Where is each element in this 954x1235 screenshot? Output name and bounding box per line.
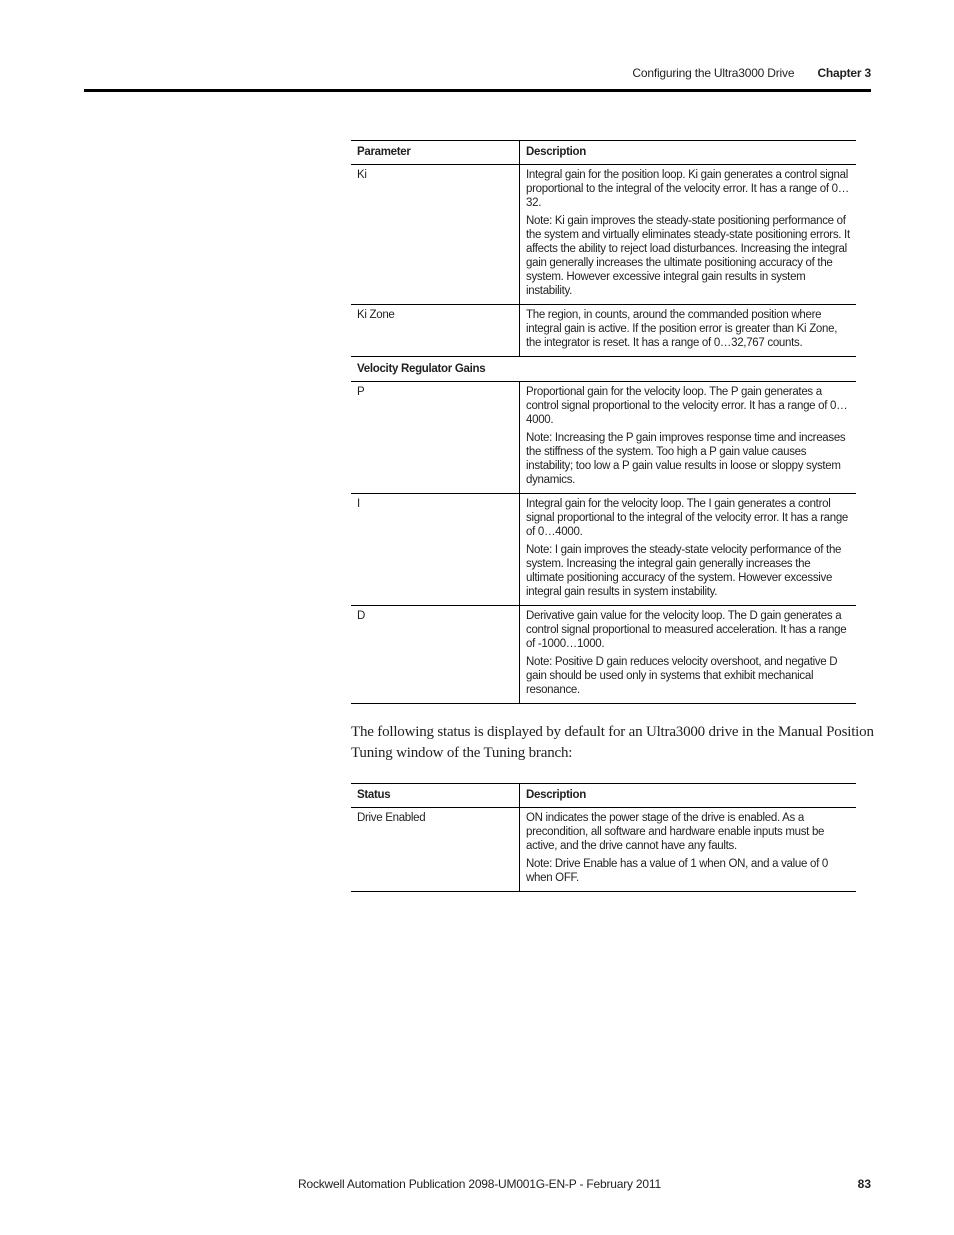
- status-description: [520, 808, 857, 892]
- parameter-name: D: [351, 606, 520, 704]
- description-note: Note: Ki gain improves the steady-state positioning performance of the system and virtually eliminates steady-state positioning errors. It affects the ability to reject load disturbances. Increasing the integral gain generally increases the ultimate positioning accuracy of the system. However excessive integral gain results in system instability.: [526, 215, 850, 297]
- description-text: Proportional gain for the velocity loop. The P gain generates a control signal proportional to the velocity error. It has a range of 0…4000.: [526, 386, 848, 426]
- description-text: Integral gain for the position loop. Ki gain generates a control signal proportional to the integral of the velocity error. It has a range of 0…32.: [526, 169, 849, 209]
- description-note: Note: I gain improves the steady-state velocity performance of the system. Increasing the integral gain generally increases the ultimate positioning accuracy of the system. However excessive integral gain results in system instability.: [526, 544, 842, 598]
- header-rule: [84, 89, 871, 92]
- table-row: [351, 305, 856, 357]
- parameter-name: P: [351, 382, 520, 494]
- parameter-description: [520, 382, 857, 494]
- column-header-description: Description: [520, 141, 857, 165]
- parameter-table: [351, 140, 856, 704]
- page-header: [632, 66, 871, 80]
- description-note: Note: Increasing the P gain improves response time and increases the stiffness of the system. Too high a P gain value causes instability; too low a P gain value results in loose or sloppy system dynamics.: [526, 432, 846, 486]
- page-number: 83: [857, 1177, 871, 1191]
- header-title: Configuring the Ultra3000 Drive: [632, 66, 795, 80]
- description-text: Integral gain for the velocity loop. The I gain generates a control signal proportional to the integral of the velocity error. It has a range of 0…4000.: [526, 498, 849, 538]
- description-text: Derivative gain value for the velocity loop. The D gain generates a control signal proportional to measured acceleration. It has a range of -1000…1000.: [526, 610, 847, 650]
- column-header-status: Status: [351, 784, 520, 808]
- status-table: [351, 783, 856, 892]
- table-row: [351, 808, 856, 892]
- section-title: Velocity Regulator Gains: [351, 357, 856, 382]
- parameter-name: I: [351, 494, 520, 606]
- parameter-description: [520, 305, 857, 357]
- table-row: [351, 382, 856, 494]
- body-paragraph: The following status is displayed by default for an Ultra3000 drive in the Manual Position Tuning window of the Tuning branch:: [351, 724, 874, 761]
- description-text: ON indicates the power stage of the drive is enabled. As a precondition, all software and hardware enable inputs must be active, and the drive cannot have any faults.: [526, 812, 825, 852]
- description-note: Note: Positive D gain reduces velocity overshoot, and negative D gain should be used only in systems that exhibit mechanical resonance.: [526, 656, 838, 696]
- status-name: Drive Enabled: [351, 808, 520, 892]
- description-text: The region, in counts, around the commanded position where integral gain is active. If the position error is greater than Ki Zone, the integrator is reset. It has a range of 0…32,767 counts.: [526, 309, 838, 349]
- column-header-description: Description: [520, 784, 857, 808]
- table-row: [351, 606, 856, 704]
- parameter-name: Ki: [351, 165, 520, 305]
- parameter-name: Ki Zone: [351, 305, 520, 357]
- table-row: [351, 494, 856, 606]
- header-chapter: Chapter 3: [817, 66, 871, 80]
- table-header-row: [351, 784, 856, 808]
- table-row: [351, 165, 856, 305]
- column-header-parameter: Parameter: [351, 141, 520, 165]
- description-note: Note: Drive Enable has a value of 1 when ON, and a value of 0 when OFF.: [526, 858, 828, 884]
- parameter-description: [520, 494, 857, 606]
- footer-publication: Rockwell Automation Publication 2098-UM001G-EN-P - February 2011: [298, 1177, 661, 1191]
- parameter-description: [520, 606, 857, 704]
- parameter-description: [520, 165, 857, 305]
- table-header-row: [351, 141, 856, 165]
- section-row: [351, 357, 856, 382]
